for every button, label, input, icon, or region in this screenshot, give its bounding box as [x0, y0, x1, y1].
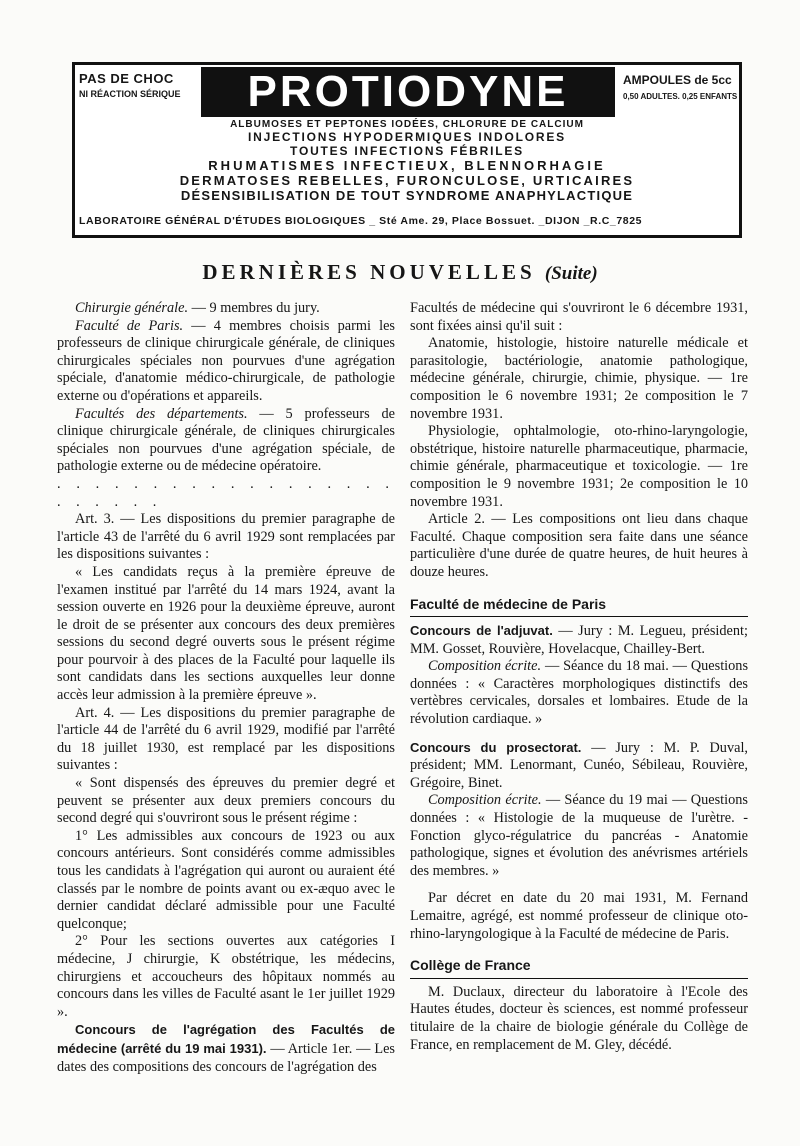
ad-line: INJECTIONS HYPODERMIQUES INDOLORES [248, 130, 566, 144]
paragraph: Art. 4. — Les dispositions du premier paragraphe de l'article 44 de l'arrêté du 6 avril 1929, modifié par l'arrêté du 18 juillet 1930, est remplacé par les dispositions suivantes : [57, 704, 395, 774]
ad-line: DERMATOSES REBELLES, FURONCULOSE, URTICAIRES [179, 173, 635, 188]
paragraph-label: Composition écrite. [428, 792, 542, 809]
ad-line: RHUMATISMES INFECTIEUX, BLENNORHAGIE [208, 158, 606, 173]
ad-right-line-1: AMPOULES de 5cc [623, 73, 732, 87]
paragraph: « Les candidats reçus à la première épreuve de l'examen institué par l'arrêté du 14 mars 1924, avant la session ouverte en 1926 pour la deuxième épreuve, auront le droit de se présenter aux concours des deux premières sessions du second degré ouverts sous le présent régime pour pourvoir à des places de la Faculté pour laquelle ils sont candidats dans les sections auxquelles leur donne accès leur admission à la première épreuve ». [57, 563, 395, 704]
spacer [410, 880, 748, 890]
paragraph [57, 300, 395, 318]
left-column [57, 300, 395, 1076]
paragraph: Physiologie, ophtalmologie, oto-rhino-laryngologie, obstétrique, histoire naturelle pharmaceutique, pharmacie, chimie générale, pharmaceutique et toxicologie. — 1re composition le 9 novembre 1931; 2e composition le 10 novembre 1931. [410, 423, 748, 510]
paragraph-text: — 9 membres du jury. [188, 300, 320, 316]
paragraph-text: — Jury : M. P. Duval, président; MM. Lenormant, Cunéo, Sébileau, Rouvière, Grégoire, Binet. [410, 739, 748, 791]
paragraph-text: — Article 1er. — Les dates des compositions des concours de l'agrégation des [57, 1040, 395, 1075]
paragraph-text: — Séance du 19 mai — Questions données : « Histologie de la muqueuse de l'urètre. - Fonction glyco-régulatrice du pancréas - Anatomie pathologique, signes et évolution des anévrismes artériels des membres. » [410, 792, 748, 879]
paragraph: Facultés de médecine qui s'ouvriront le 6 décembre 1931, sont fixées ainsi qu'il suit : [410, 300, 748, 334]
heading-suite: (Suite) [544, 263, 598, 284]
paragraph [410, 658, 748, 728]
paragraph-text: — 4 membres choisis parmi les professeurs de clinique chirurgicale générale, de cliniques chirurgicales spéciales non pourvues d'une agrégation spéciale, d'anatomie médico-chirurgicale, de pathologie externe ou d'opérations et appareils. [57, 317, 395, 404]
paragraph: Anatomie, histologie, histoire naturelle médicale et parasitologie, bactériologie, anatomie pathologique, médecine générale, chirurgie, chimie, physique. — 1re composition le 6 novembre 1931; 2e composition le 7 novembre 1931. [410, 335, 748, 422]
paragraph-text: — 5 professeurs de clinique chirurgicale générale, de cliniques chirurgicales spéciales non pourvues d'une agrégation spéciale, de pathologie externe ou de médecine opératoire. [57, 405, 395, 475]
right-column [410, 300, 748, 1054]
paragraph-label: Faculté de Paris. [75, 317, 184, 334]
page-heading [0, 260, 800, 285]
ad-line: TOUTES INFECTIONS FÉBRILES [290, 144, 524, 158]
paragraph [57, 1021, 395, 1076]
paragraph: Art. 3. — Les dispositions du premier paragraphe de l'article 43 de l'arrêté du 6 avril 1929 sont remplacées par les dispositions suivantes : [57, 511, 395, 563]
ad-left-line-1: PAS DE CHOC [79, 71, 174, 86]
ad-right-line-2: 0,50 ADULTES. 0,25 ENFANTS [623, 92, 738, 101]
paragraph-text: — Jury : M. Legueu, président; MM. Gosset, Rouvière, Hovelacque, Chailley-Bert. [410, 623, 748, 657]
paragraph: « Sont dispensés des épreuves du premier degré et peuvent se présenter aux deux premiers concours du second degré qui s'ouvriront sous le présent régime : [57, 775, 395, 827]
paragraph [57, 406, 395, 476]
protiodyne-advertisement [72, 62, 742, 238]
ad-left-line-2: NI RÉACTION SÉRIQUE [79, 89, 181, 99]
paragraph [410, 622, 748, 658]
paragraph: 1° Les admissibles aux concours de 1923 ou aux concours antérieurs. Sont considérés comme admissibles tous les candidats à l'agrégation qui auront ou auraient été classés par le nombre de points avant ou ex-æquo avec le dernier candidat déclaré admissible pour une Faculté quelconque; [57, 827, 395, 932]
paragraph: 2° Pour les sections ouvertes aux catégories I médecine, J chirurgie, K obstétrique, les médecins, chirurgiens et accoucheurs des hôpitaux nommés au concours dans les villes de Faculté asant le 1er juillet 1929 ». [57, 933, 395, 1020]
ad-left-block [79, 71, 197, 99]
ad-line: ALBUMOSES ET PEPTONES IODÉES, CHLORURE DE CALCIUM [230, 119, 584, 130]
paragraph-label: Concours de l'adjuvat. [410, 623, 553, 639]
brand-name: PROTIODYNE [201, 67, 615, 117]
paragraph-label: Chirurgie générale. [75, 300, 189, 316]
spacer [410, 729, 748, 739]
paragraph: Par décret en date du 20 mai 1931, M. Fernand Lemaitre, agrégé, est nommé professeur de clinique oto-rhino-laryngologique à la Faculté de médecine de Paris. [410, 890, 748, 942]
paragraph [410, 792, 748, 880]
paragraph [410, 739, 748, 793]
paragraph-label: Facultés des départements. [75, 405, 248, 422]
paragraph-text: — Séance du 18 mai. — Questions données : « Caractères morphologiques distinctifs des vertèbres cervicales, dorsales et lombaires. Etude de la révolution cardiaque. » [410, 658, 749, 728]
paragraph-label: Concours de l'agrégation des Facultés de médecine (arrêté du 19 mai 1931). [57, 1022, 395, 1056]
paragraph-label: Concours du prosectorat. [410, 739, 582, 755]
ad-indications [75, 119, 739, 203]
paragraph-label: Composition écrite. [428, 658, 542, 675]
paragraph: Article 2. — Les compositions ont lieu dans chaque Faculté. Chaque composition sera faite dans une séance particulière d'une durée de quatre heures, de huit heures à douze heures. [410, 511, 748, 580]
ad-footer: LABORATOIRE GÉNÉRAL D'ÉTUDES BIOLOGIQUES _ Sté Ame. 29, Place Bossuet. _DIJON _R.C_7825 [79, 215, 643, 227]
ellipsis-separator: . . . . . . . . . . . . . . . . . . . . . . . . [57, 475, 395, 510]
paragraph: M. Duclaux, directeur du laboratoire à l'Ecole des Hautes études, docteur ès sciences, est nommé professeur titulaire de la chaire de biologie générale du Collège de France, en remplacement de M. Gley, décédé. [410, 983, 748, 1053]
ad-line: DÉSENSIBILISATION DE TOUT SYNDROME ANAPHYLACTIQUE [180, 188, 634, 203]
paragraph [57, 318, 395, 406]
section-heading: Faculté de médecine de Paris [410, 596, 748, 618]
ad-right-block [623, 73, 741, 101]
section-heading: Collège de France [410, 957, 748, 979]
heading-title: DERNIÈRES NOUVELLES [202, 260, 536, 284]
